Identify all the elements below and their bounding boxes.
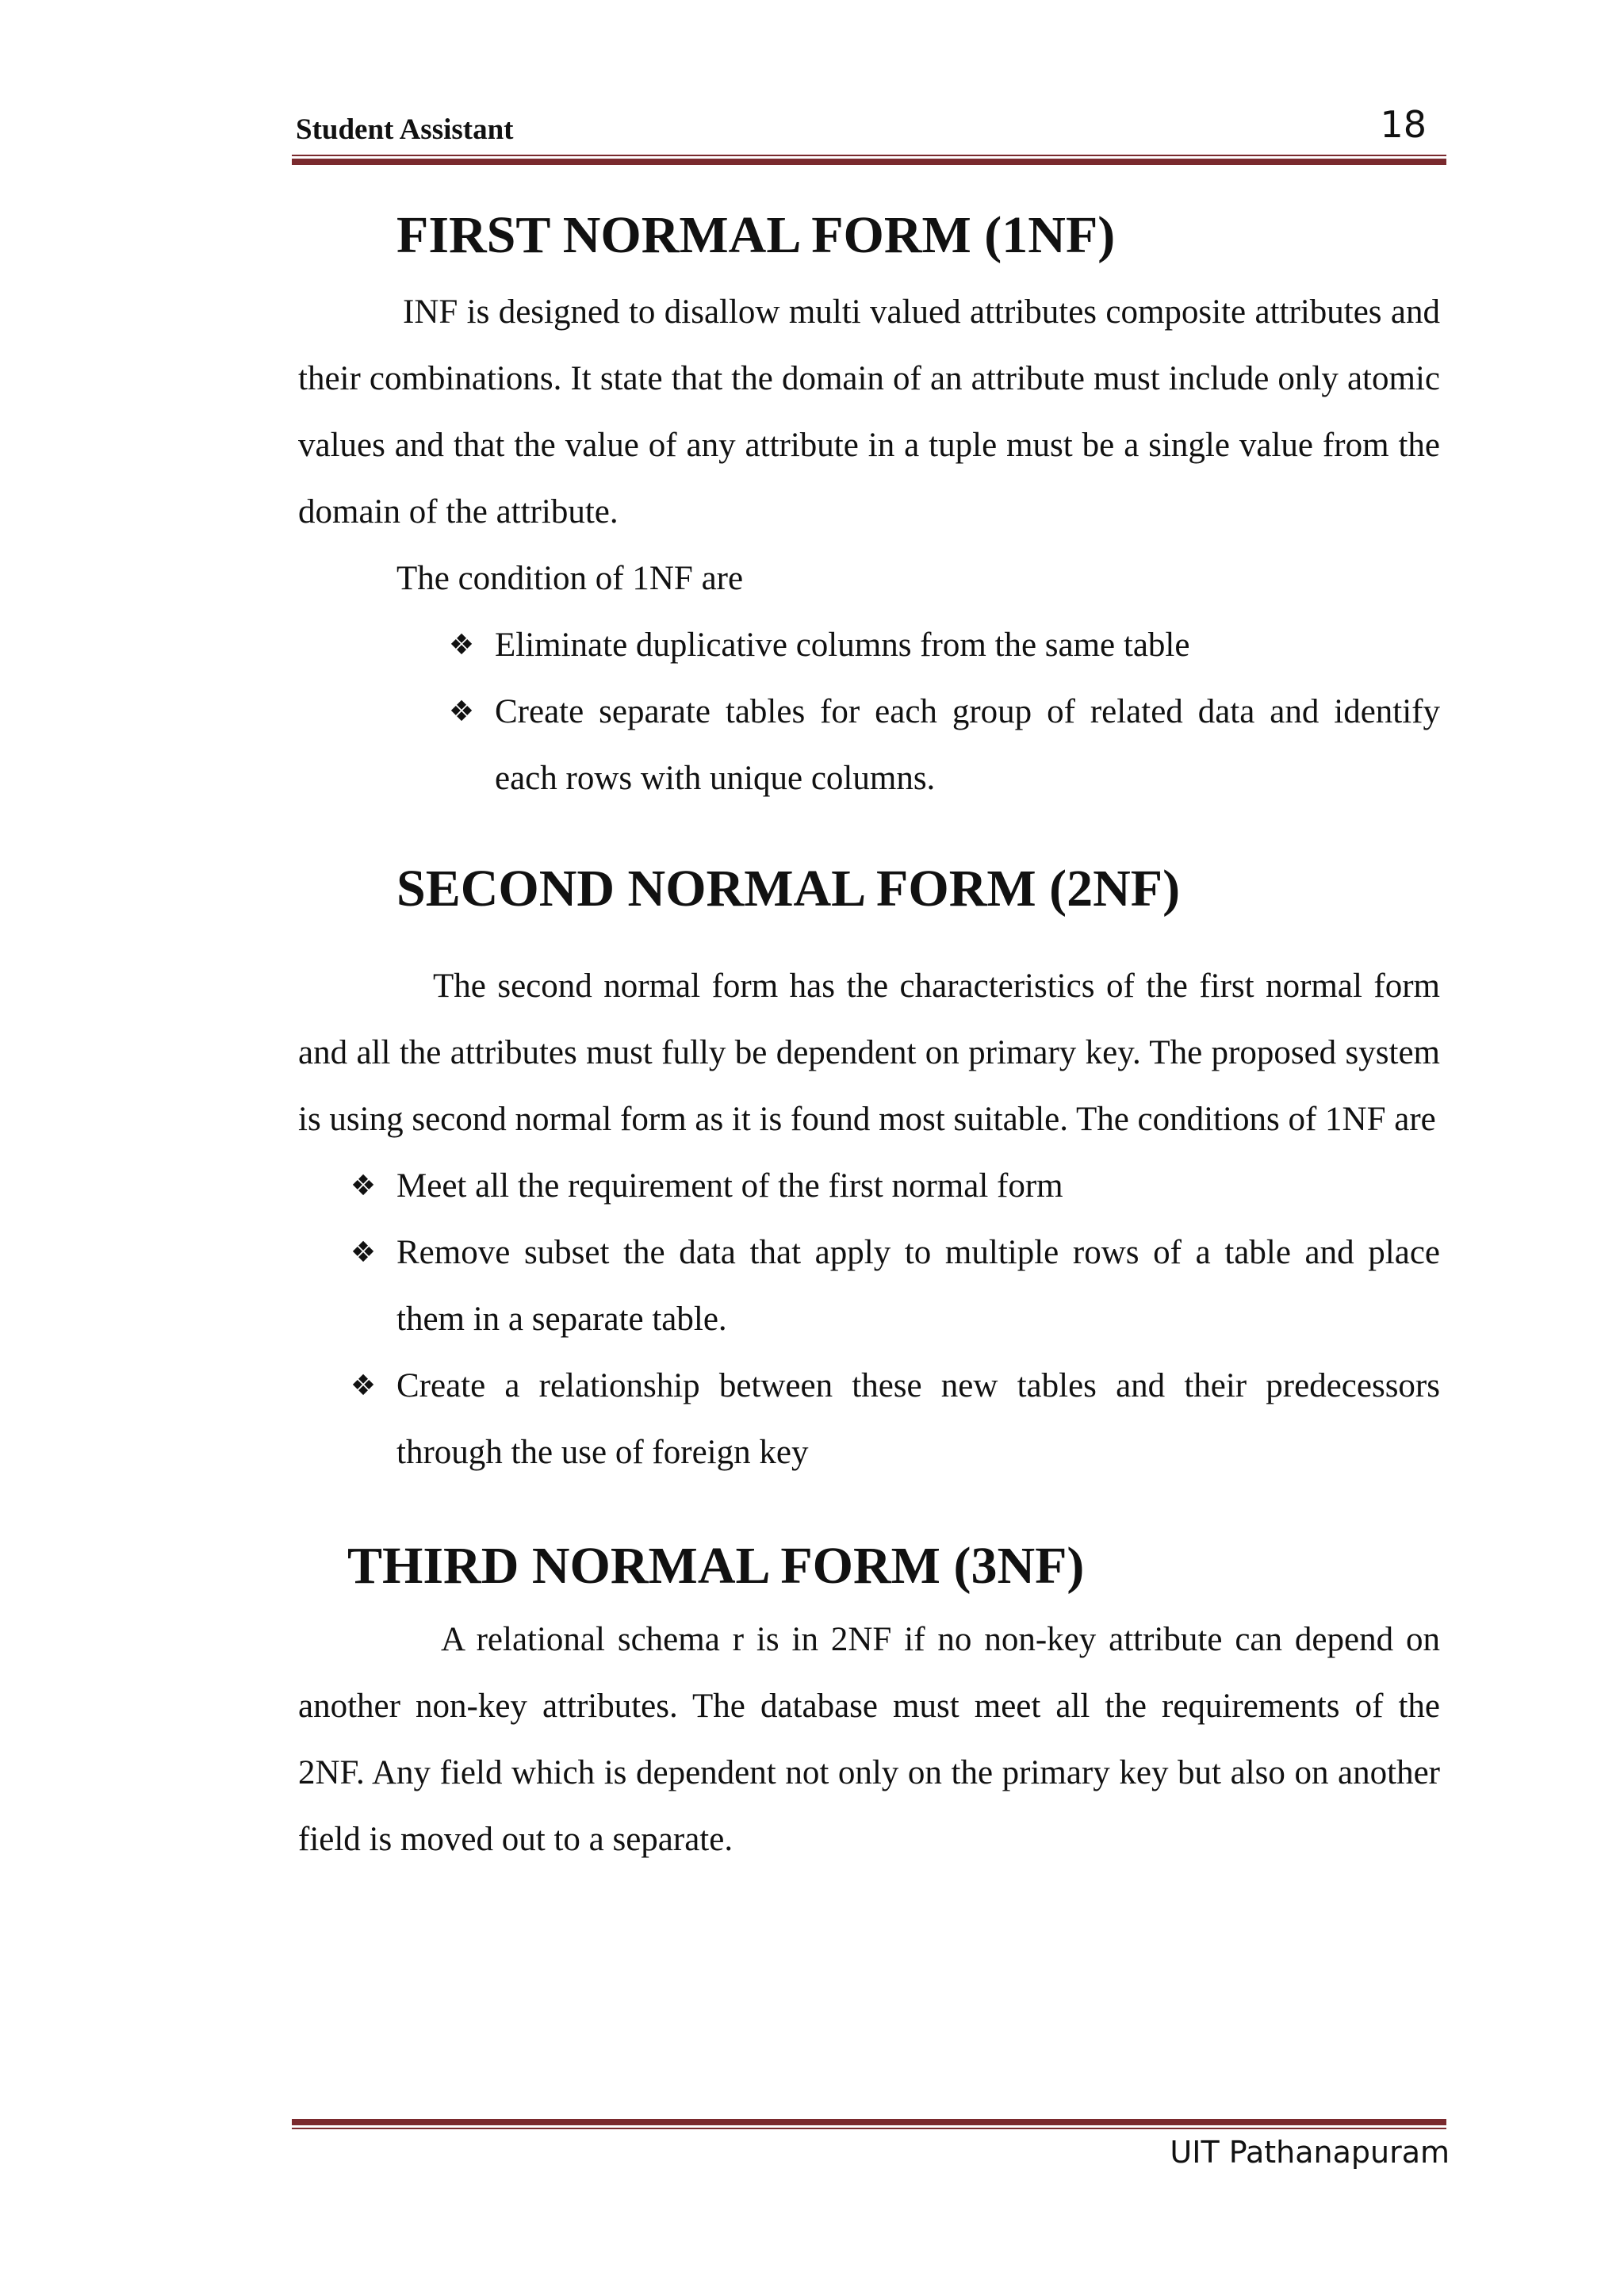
header-title: Student Assistant [296, 113, 514, 146]
section-heading-3nf: THIRD NORMAL FORM (3NF) [347, 1537, 1085, 1595]
section-1nf [298, 200, 1440, 812]
header-rule-thin [292, 155, 1446, 156]
bullet-list-2nf [347, 1153, 1440, 1486]
page-content [298, 200, 1440, 1873]
diamond-bullet-icon: ❖ [350, 1170, 377, 1202]
footer-text: UIT Pathanapuram [1170, 2135, 1450, 2170]
section-heading-1nf: FIRST NORMAL FORM (1NF) [396, 206, 1116, 264]
section-2nf [298, 853, 1440, 1486]
paragraph-2nf: The second normal form has the characteristics of the first normal form and all the attributes must fully be dependent on primary key. The proposed system is using second normal form as it is found most suitable. The conditions of 1NF are [298, 967, 1440, 1138]
header-rule-thick [292, 159, 1446, 165]
list-item-text: Remove subset the data that apply to multiple rows of a table and place them in a separate table. [396, 1234, 1440, 1338]
footer-rule-thin [292, 2128, 1446, 2129]
list-item-text: Eliminate duplicative columns from the same table [495, 626, 1190, 664]
list-item [446, 612, 1440, 679]
section-3nf [298, 1531, 1440, 1873]
diamond-bullet-icon: ❖ [448, 695, 475, 728]
lead-1nf: The condition of 1NF are [396, 560, 744, 597]
diamond-bullet-icon: ❖ [350, 1236, 377, 1269]
list-item [347, 1220, 1440, 1353]
list-item-text: Create separate tables for each group of related data and identify each rows with unique columns. [495, 693, 1440, 797]
diamond-bullet-icon: ❖ [448, 629, 475, 661]
bullet-list-1nf [446, 612, 1440, 812]
section-heading-2nf: SECOND NORMAL FORM (2NF) [396, 860, 1181, 918]
page-number: 18 [1380, 103, 1427, 146]
list-item-text: Meet all the requirement of the first normal form [396, 1167, 1063, 1205]
list-item-text: Create a relationship between these new tables and their predecessors through the use of foreign key [396, 1367, 1440, 1471]
list-item [446, 679, 1440, 812]
list-item [347, 1153, 1440, 1220]
diamond-bullet-icon: ❖ [350, 1370, 377, 1402]
list-item [347, 1353, 1440, 1486]
page-header [296, 103, 1444, 151]
footer-rule-thick [292, 2119, 1446, 2125]
paragraph-1nf: INF is designed to disallow multi valued attributes composite attributes and their combinations. It state that the domain of an attribute must include only atomic values and that the value of any attribute in a tuple must be a single value from the domain of the attribute. [298, 293, 1440, 531]
paragraph-3nf: A relational schema r is in 2NF if no non-key attribute can depend on another non-key attributes. The database must meet all the requirements of the 2NF. Any field which is dependent not only on the primary key but also on another field is moved out to a separate. [298, 1621, 1440, 1858]
